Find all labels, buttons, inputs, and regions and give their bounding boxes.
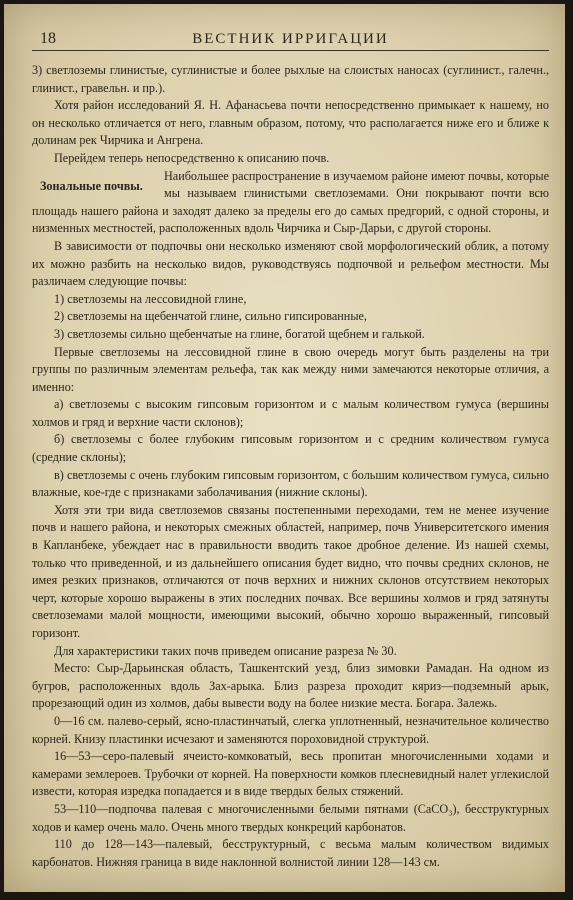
journal-title: ВЕСТНИК ИРРИГАЦИИ — [192, 31, 389, 47]
list-item: в) светлоземы с очень глубоким гипсовым горизонтом, с большим количеством гумуса, сильно влажные, кое-где с признаками заболачивания (нижние склоны). — [32, 467, 549, 500]
list-item: 3) светлоземы сильно щебенчатые на глине, богатой щебнем и галькой. — [54, 326, 425, 341]
zonal-soils-section — [32, 168, 549, 238]
body-text — [32, 62, 549, 871]
paragraph: Перейдем теперь непосредственно к описанию почв. — [54, 150, 330, 165]
paragraph: В зависимости от подпочвы они несколько изменяют свой морфологический облик, а потому их можно разбить на несколько видов, руководствуясь подпочвой и рельефом местности. Мы различаем следующие почвы: — [32, 238, 549, 289]
page-header — [32, 28, 549, 51]
horizon-description: 0—16 см. палево-серый, ясно-пластинчатый, слегка уплотненный, незначительное количество корней. Книзу пластинки исчезают и заменяются пороховидной структурой. — [32, 713, 549, 746]
paragraph-continuation: Они покрывают почти всю площадь нашего района и заходят далеко за пределы его до самых предгорий, с одной стороны, и низменных местностей, расположенных вдоль Чирчика и Сыр-Дарьи, с другой стороны. — [32, 186, 550, 236]
paragraph: Хотя район исследований Я. Н. Афанасьева почти непосредственно примыкает к нашему, но он несколько отличается от него, главным образом, потому, что располагается ниже его и ближе к долинам рек Чирчика и Ангрена. — [32, 98, 549, 148]
page-number: 18 — [40, 30, 56, 47]
paragraph: Хотя эти три вида светлоземов связаны постепенными переходами, тем не менее изучение почв и нашего района, и некоторых смежных областей, например, почв Университетского имения в Капланбеке, убеждает нас в правильности вводить такое дробное деление. Из нашей схемы, только что приведенной, и из дальнейшего описания будет видно, что почвы средних склонов, не имея резких признаков, отличаются от почв верхних и нижних склонов отсутствием некоторых черт, которые хорошо выражены в этих последних почвах. Все вершины холмов и гряд затянуты светлоземами малой мощности, имеющими высокий, обычно хорошо выраженный, гипсовый горизонт. — [32, 502, 549, 640]
paragraph: 3) светлоземы глинистые, суглинистые и более рыхлые на слоистых наносах (суглинист., галечн., глинист., гравельн. и пр.). — [32, 63, 549, 95]
list-item: б) светлоземы с более глубоким гипсовым горизонтом и с средним количеством гумуса (средние склоны); — [32, 432, 549, 465]
document-page — [4, 4, 565, 892]
section-heading: Зональные почвы. — [40, 178, 143, 193]
paragraph: Первые светлоземы на лессовидной глине в свою очередь могут быть разделены на три группы по различным элементам рельефа, так как между ними замечаются некоторые отличия, а именно: — [32, 344, 549, 394]
paragraph: Место: Сыр-Дарьинская область, Ташкентский уезд, близ зимовки Рамадан. На одном из бугров, расположенных вдоль Зах-арыка. Близ разреза проходит кяриз—подземный арык, прорезающий один из холмов, дабы вывести воду на более низкие места. Богара. Залежь. — [32, 661, 549, 711]
paragraph: Для характеристики таких почв приведем описание разреза № 30. — [54, 643, 397, 658]
horizon-description: 16—53—серо-палевый ячеисто-комковатый, весь пропитан многочисленными ходами и камерами землероев. Трубочки от корней. На поверхности комков плесневидный налет углекислой извести, которая изредка попадается и в виде твердых белых стяжений. — [32, 749, 549, 799]
list-item: а) светлоземы с высоким гипсовым горизонтом и с малым количеством гумуса (вершины холмов и гряд и верхние части склонов); — [32, 397, 549, 429]
horizon-description: 53—110—подпочва палевая с многочисленными белыми пятнами (CaCO₃), бесструктурных ходов и камер очень мало. Очень много твердых конкреций карбонатов. — [32, 801, 549, 834]
list-item: 2) светлоземы на щебенчатой глине, сильно гипсированные, — [54, 309, 367, 324]
paragraph-lead: Наибольшее распространение в изучаемом районе имеют почвы, которые мы называем глинистыми светлоземами. — [164, 168, 549, 201]
horizon-description: 110 до 128—143—палевый, бесструктурный, с весьма малым количеством видимых карбонатов. Нижняя граница в виде наклонной волнистой линии 128—143 см. — [32, 837, 549, 869]
list-item: 1) светлоземы на лессовидной глине, — [54, 291, 247, 306]
